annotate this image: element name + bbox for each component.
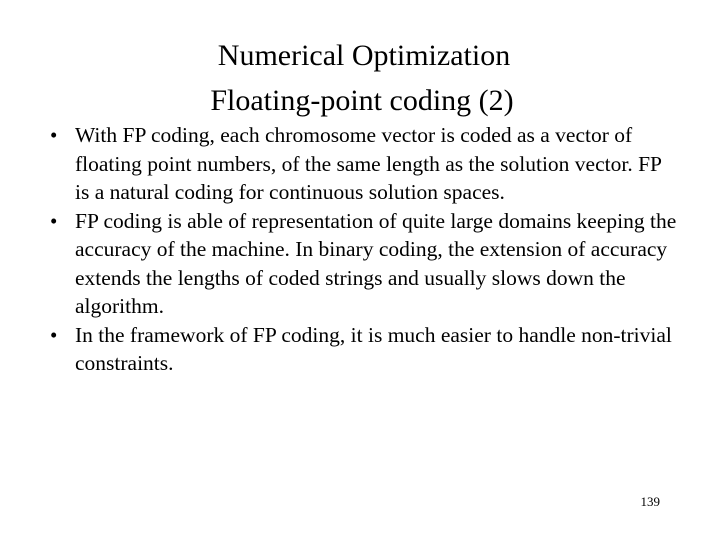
slide-title: [0, 33, 720, 123]
bullet-item: [50, 121, 680, 207]
bullet-text: With FP coding, each chromosome vector is coded as a vector of floating point numbers, of the same length as the solution vector. FP is a natural coding for continuous solution spaces.: [75, 123, 662, 204]
bullet-text: FP coding is able of representation of quite large domains keeping the accuracy of the machine. In binary coding, the extension of accuracy extends the lengths of coded strings and usually slows down the algorithm.: [75, 208, 677, 318]
bullet-marker: •: [50, 208, 58, 233]
title-line-2: Floating-point coding (2): [210, 84, 514, 117]
bullet-item: [50, 321, 680, 378]
bullet-item: [50, 207, 680, 321]
bullet-list: [50, 121, 680, 378]
title-line-1: Numerical Optimization: [217, 39, 511, 72]
page-number: 139: [640, 494, 660, 509]
bullet-text: In the framework of FP coding, it is much easier to handle non-trivial constraints.: [75, 322, 672, 375]
bullet-marker: •: [50, 322, 58, 347]
bullet-marker: •: [50, 123, 58, 147]
